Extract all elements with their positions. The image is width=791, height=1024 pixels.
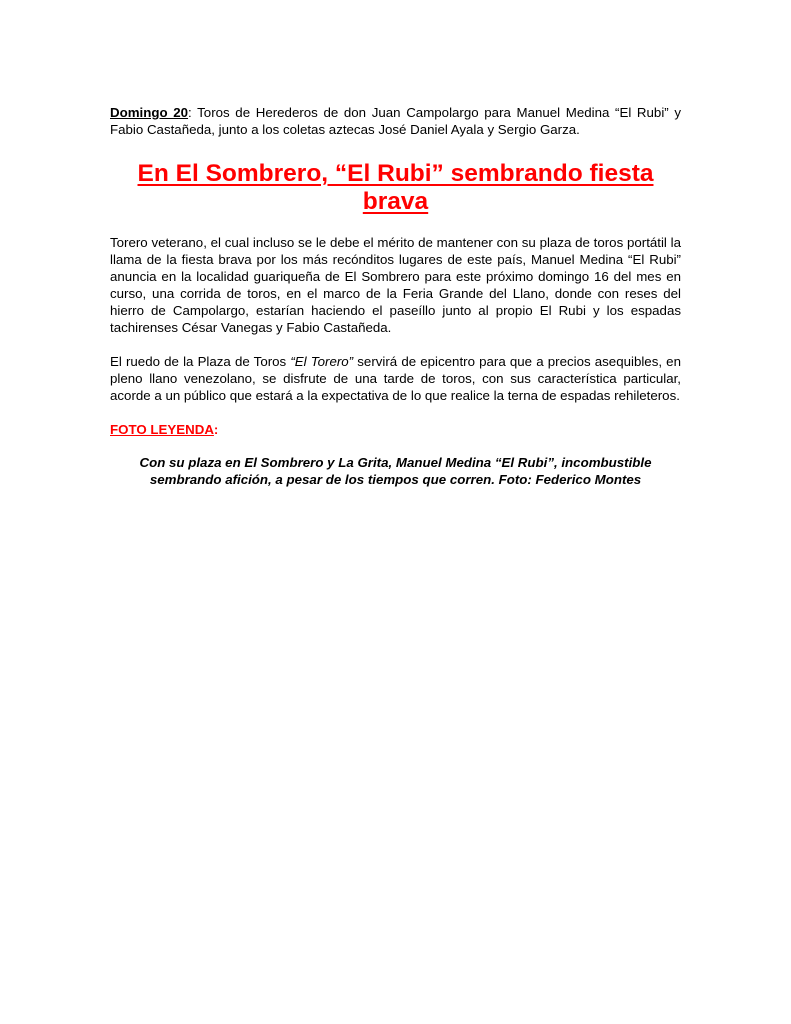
paragraph-2-text-before: El ruedo de la Plaza de Toros (110, 354, 291, 369)
paragraph-2-text-after: servirá de epicentro para que a precios asequibles, en pleno llano venezolano, se disfrute de una tarde de toros, con sus característica particular, acorde a un público que estará a la expectativa de lo que realice la terna de espadas rehileteros. (110, 354, 681, 403)
paragraph-spacer (110, 336, 681, 353)
article-headline: En El Sombrero, “El Rubi” sembrando fiesta brava (137, 160, 654, 215)
document-page (110, 104, 681, 488)
venue-name: “El Torero” (290, 354, 354, 369)
intro-text: Toros de Herederos de don Juan Campolargo para Manuel Medina “El Rubi” y Fabio Castañeda, junto a los coletas aztecas José Daniel Ayala y Sergio Garza. (110, 105, 681, 137)
photo-caption-label-colon: : (213, 422, 219, 437)
intro-paragraph (110, 104, 681, 138)
day-label-separator: : (188, 105, 192, 120)
photo-caption-label (110, 421, 681, 438)
day-label: Domingo 20 (110, 105, 189, 120)
photo-caption-label-text: FOTO LEYENDA (110, 422, 214, 437)
paragraph-spacer (110, 404, 681, 421)
article-paragraph-2 (110, 353, 681, 404)
article-paragraph-1: Torero veterano, el cual incluso se le debe el mérito de mantener con su plaza de toros portátil la llama de la fiesta brava por los más recónditos lugares de este país, Manuel Medina “El Rubi” anuncia en la localidad guariqueña de El Sombrero para este próximo domingo 16 del mes en curso, una corrida de toros, en el marco de la Feria Grande del Llano, donde con reses del hierro de Campolargo, estarían haciendo el paseíllo junto al propio El Rubi y los espadas tachirenses César Vanegas y Fabio Castañeda. (110, 235, 681, 335)
photo-caption-text: Con su plaza en El Sombrero y La Grita, Manuel Medina “El Rubi”, incombustible sembrando afición, a pesar de los tiempos que corren. Foto: Federico Montes (139, 455, 652, 487)
